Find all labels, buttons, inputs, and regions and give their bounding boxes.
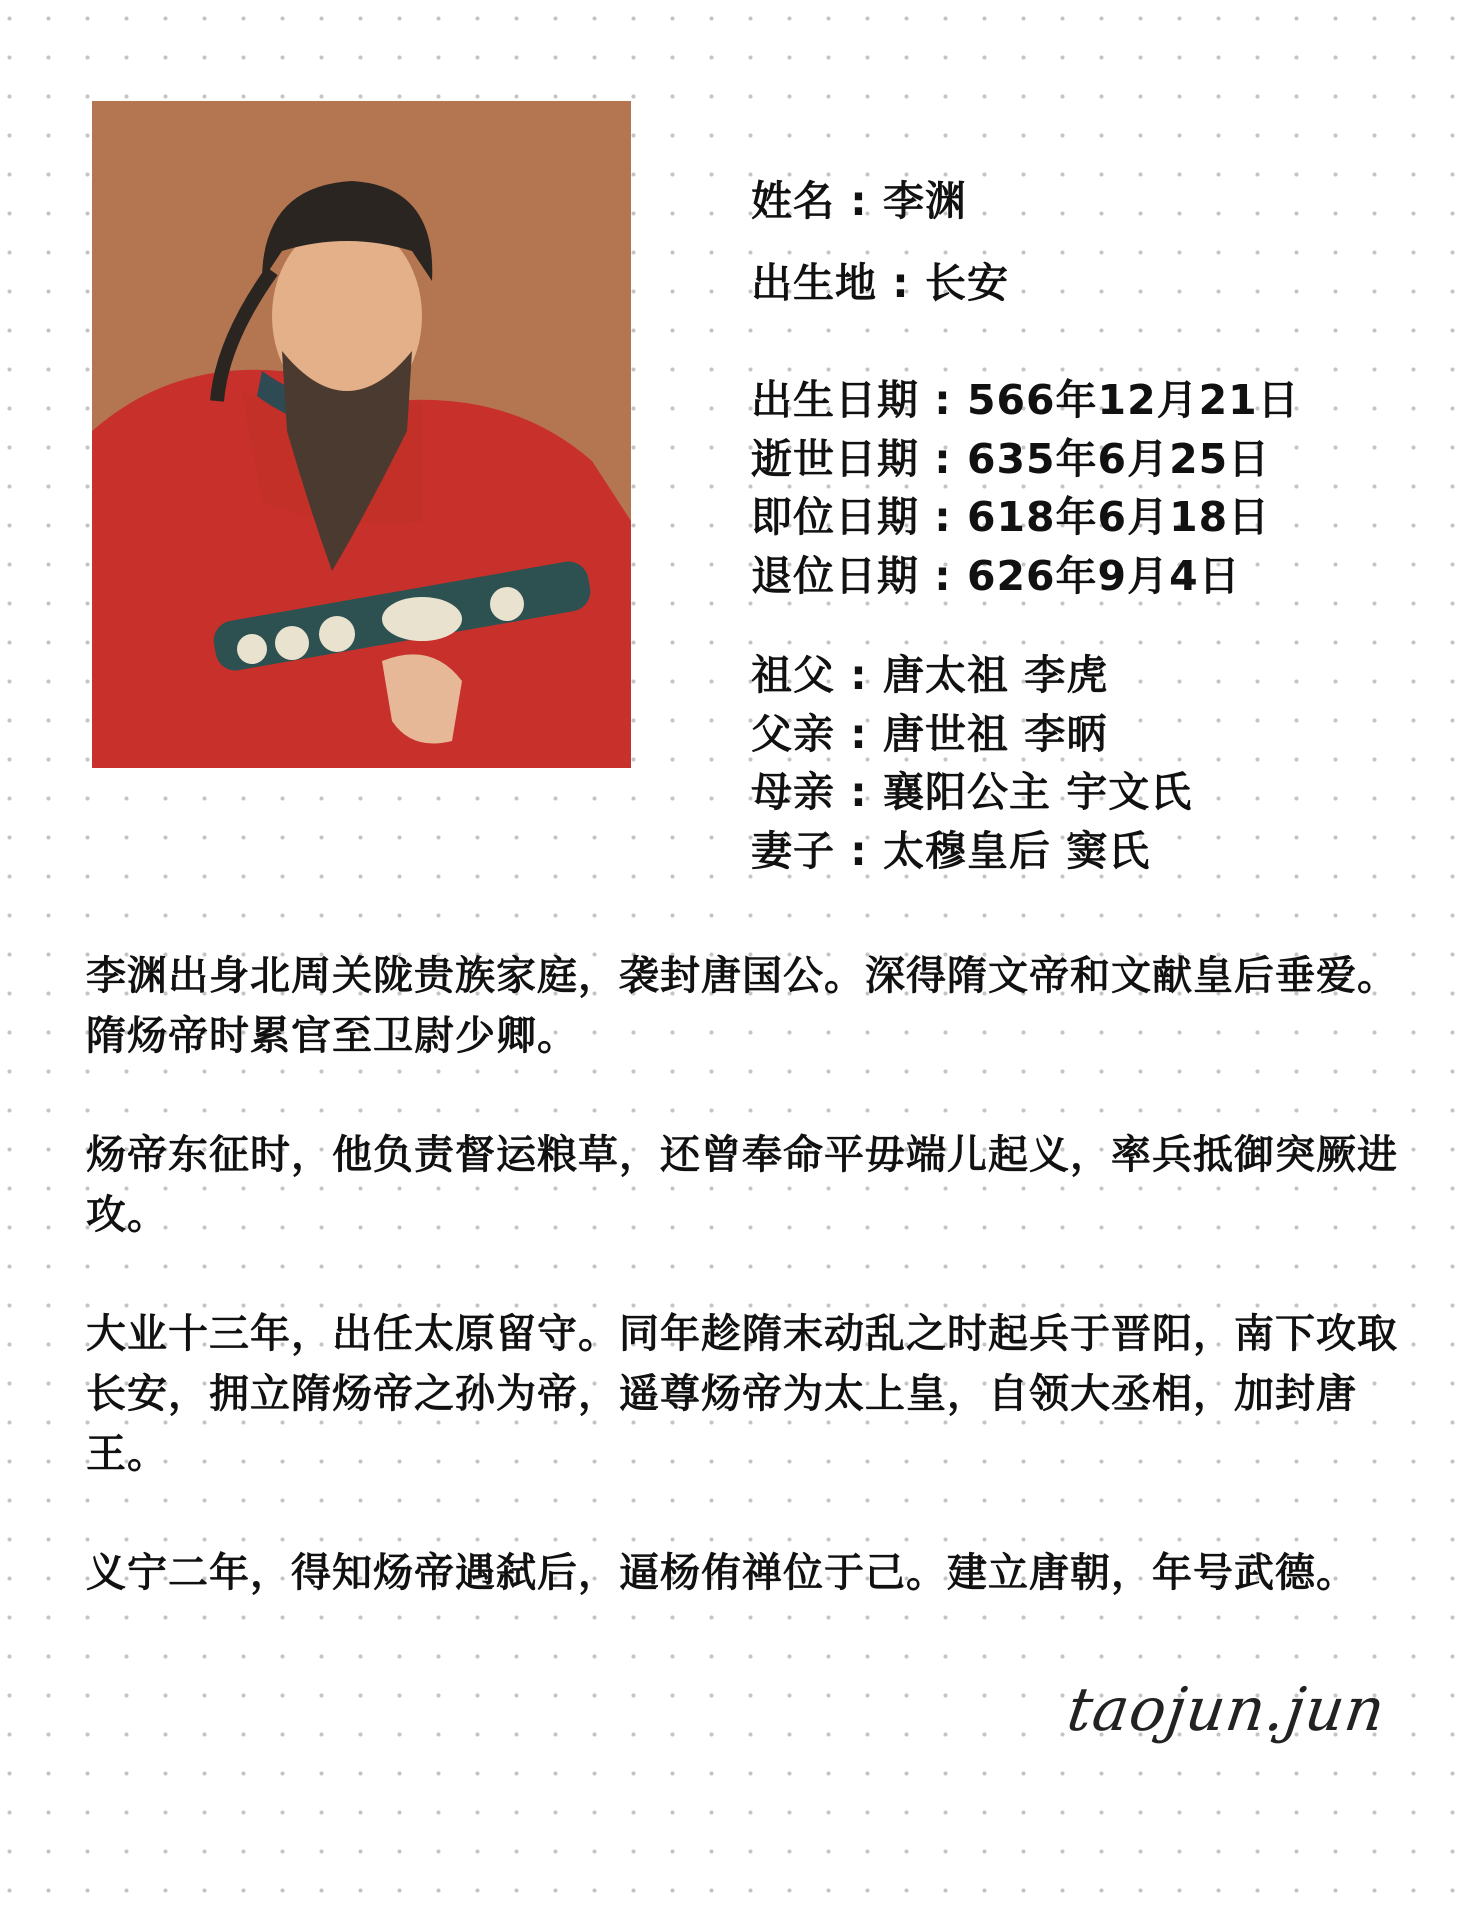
name-label: 姓名 bbox=[751, 177, 835, 225]
birthplace-value: 长安 bbox=[924, 259, 1009, 307]
family-row: 母亲 : 襄阳公主 宇文氏 bbox=[751, 768, 1193, 816]
family-value: 襄阳公主 宇文氏 bbox=[882, 768, 1193, 816]
family-row: 祖父 : 唐太祖 李虎 bbox=[751, 651, 1109, 699]
family-row: 父亲 : 唐世祖 李昞 bbox=[751, 710, 1109, 758]
date-value: 635年6月25日 bbox=[966, 435, 1271, 483]
family-label: 母亲 bbox=[751, 768, 835, 816]
biography-paragraph: 李渊出身北周关陇贵族家庭，袭封唐国公。深得隋文帝和文献皇后垂爱。隋炀帝时累官至卫尉少卿。 bbox=[86, 953, 1398, 1059]
date-label: 逝世日期 bbox=[751, 435, 919, 483]
family-label: 祖父 bbox=[751, 651, 835, 699]
family-value: 唐太祖 李虎 bbox=[882, 651, 1109, 699]
signature: taojun.jun bbox=[1063, 1675, 1390, 1745]
emperor-portrait bbox=[92, 101, 631, 768]
family-row: 妻子 : 太穆皇后 窦氏 bbox=[751, 827, 1151, 875]
birthplace-label: 出生地 bbox=[751, 259, 877, 307]
biography-paragraph: 炀帝东征时，他负责督运粮草，还曾奉命平毋端儿起义，率兵抵御突厥进攻。 bbox=[86, 1132, 1398, 1238]
family-value: 唐世祖 李昞 bbox=[882, 710, 1109, 758]
family-label: 父亲 bbox=[751, 710, 835, 758]
date-value: 566年12月21日 bbox=[966, 376, 1300, 424]
birthplace-row: 出生地 : 长安 bbox=[751, 259, 1009, 307]
name-value: 李渊 bbox=[882, 177, 967, 225]
date-label: 即位日期 bbox=[751, 493, 919, 541]
biography bbox=[86, 946, 1416, 1662]
date-row: 逝世日期 : 635年6月25日 bbox=[751, 435, 1271, 483]
date-value: 626年9月4日 bbox=[966, 552, 1241, 600]
family-label: 妻子 bbox=[751, 827, 835, 875]
date-row: 退位日期 : 626年9月4日 bbox=[751, 552, 1241, 600]
date-value: 618年6月18日 bbox=[966, 493, 1271, 541]
biography-paragraph: 大业十三年，出任太原留守。同年趁隋末动乱之时起兵于晋阳，南下攻取长安，拥立隋炀帝之孙为帝，遥尊炀帝为太上皇，自领大丞相，加封唐王。 bbox=[86, 1311, 1398, 1477]
date-row: 出生日期 : 566年12月21日 bbox=[751, 376, 1300, 424]
date-label: 退位日期 bbox=[751, 552, 919, 600]
family-value: 太穆皇后 窦氏 bbox=[882, 827, 1151, 875]
date-row: 即位日期 : 618年6月18日 bbox=[751, 493, 1271, 541]
biography-paragraph: 义宁二年，得知炀帝遇弑后，逼杨侑禅位于己。建立唐朝，年号武德。 bbox=[86, 1550, 1357, 1596]
name-row: 姓名 : 李渊 bbox=[751, 177, 967, 225]
date-label: 出生日期 bbox=[751, 376, 919, 424]
